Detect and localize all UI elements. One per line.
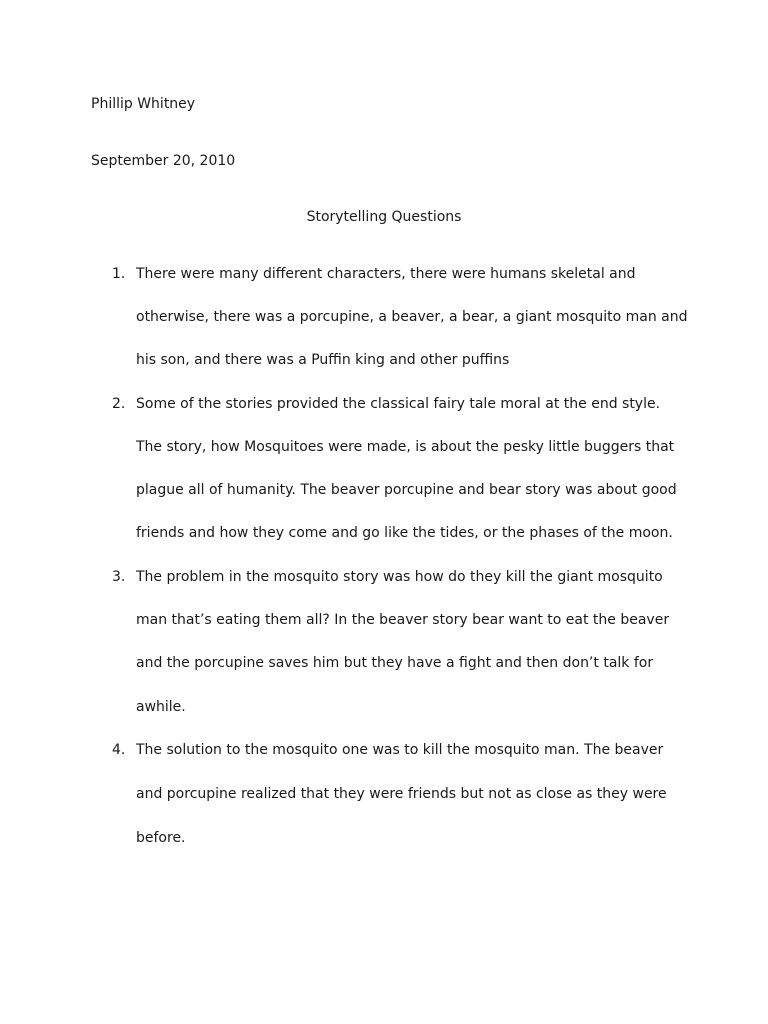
list-item-line: and porcupine realized that they were friends but not as close as they were [136,786,667,802]
list-item-line: before. [136,830,186,846]
list-number: 2. [112,396,126,412]
list-item-line: The story, how Mosquitoes were made, is about the pesky little buggers that [136,439,675,455]
list-item-line: his son, and there was a Puffin king and other puffins [136,352,510,368]
list-item-line: There were many different characters, there were humans skeletal and [136,266,636,282]
list-number: 4. [112,742,126,758]
list-item-line: Some of the stories provided the classical fairy tale moral at the end style. [136,396,661,412]
list-number: 3. [112,569,126,585]
list-item-line: The problem in the mosquito story was how do they kill the giant mosquito [136,569,663,585]
document-date: September 20, 2010 [91,153,236,169]
list-item-line: The solution to the mosquito one was to kill the mosquito man. The beaver [136,742,664,758]
list-item-line: plague all of humanity. The beaver porcupine and bear story was about good [136,482,677,498]
list-item-line: otherwise, there was a porcupine, a beaver, a bear, a giant mosquito man and [136,309,688,325]
list-item-line: and the porcupine saves him but they have a fight and then don’t talk for [136,655,654,671]
list-number: 1. [112,266,126,282]
document-title: Storytelling Questions [306,209,462,225]
author-name: Phillip Whitney [91,96,196,112]
list-item-line: friends and how they come and go like the tides, or the phases of the moon. [136,525,673,541]
list-item-line: awhile. [136,699,186,715]
list-item-line: man that’s eating them all? In the beaver story bear want to eat the beaver [136,612,670,628]
